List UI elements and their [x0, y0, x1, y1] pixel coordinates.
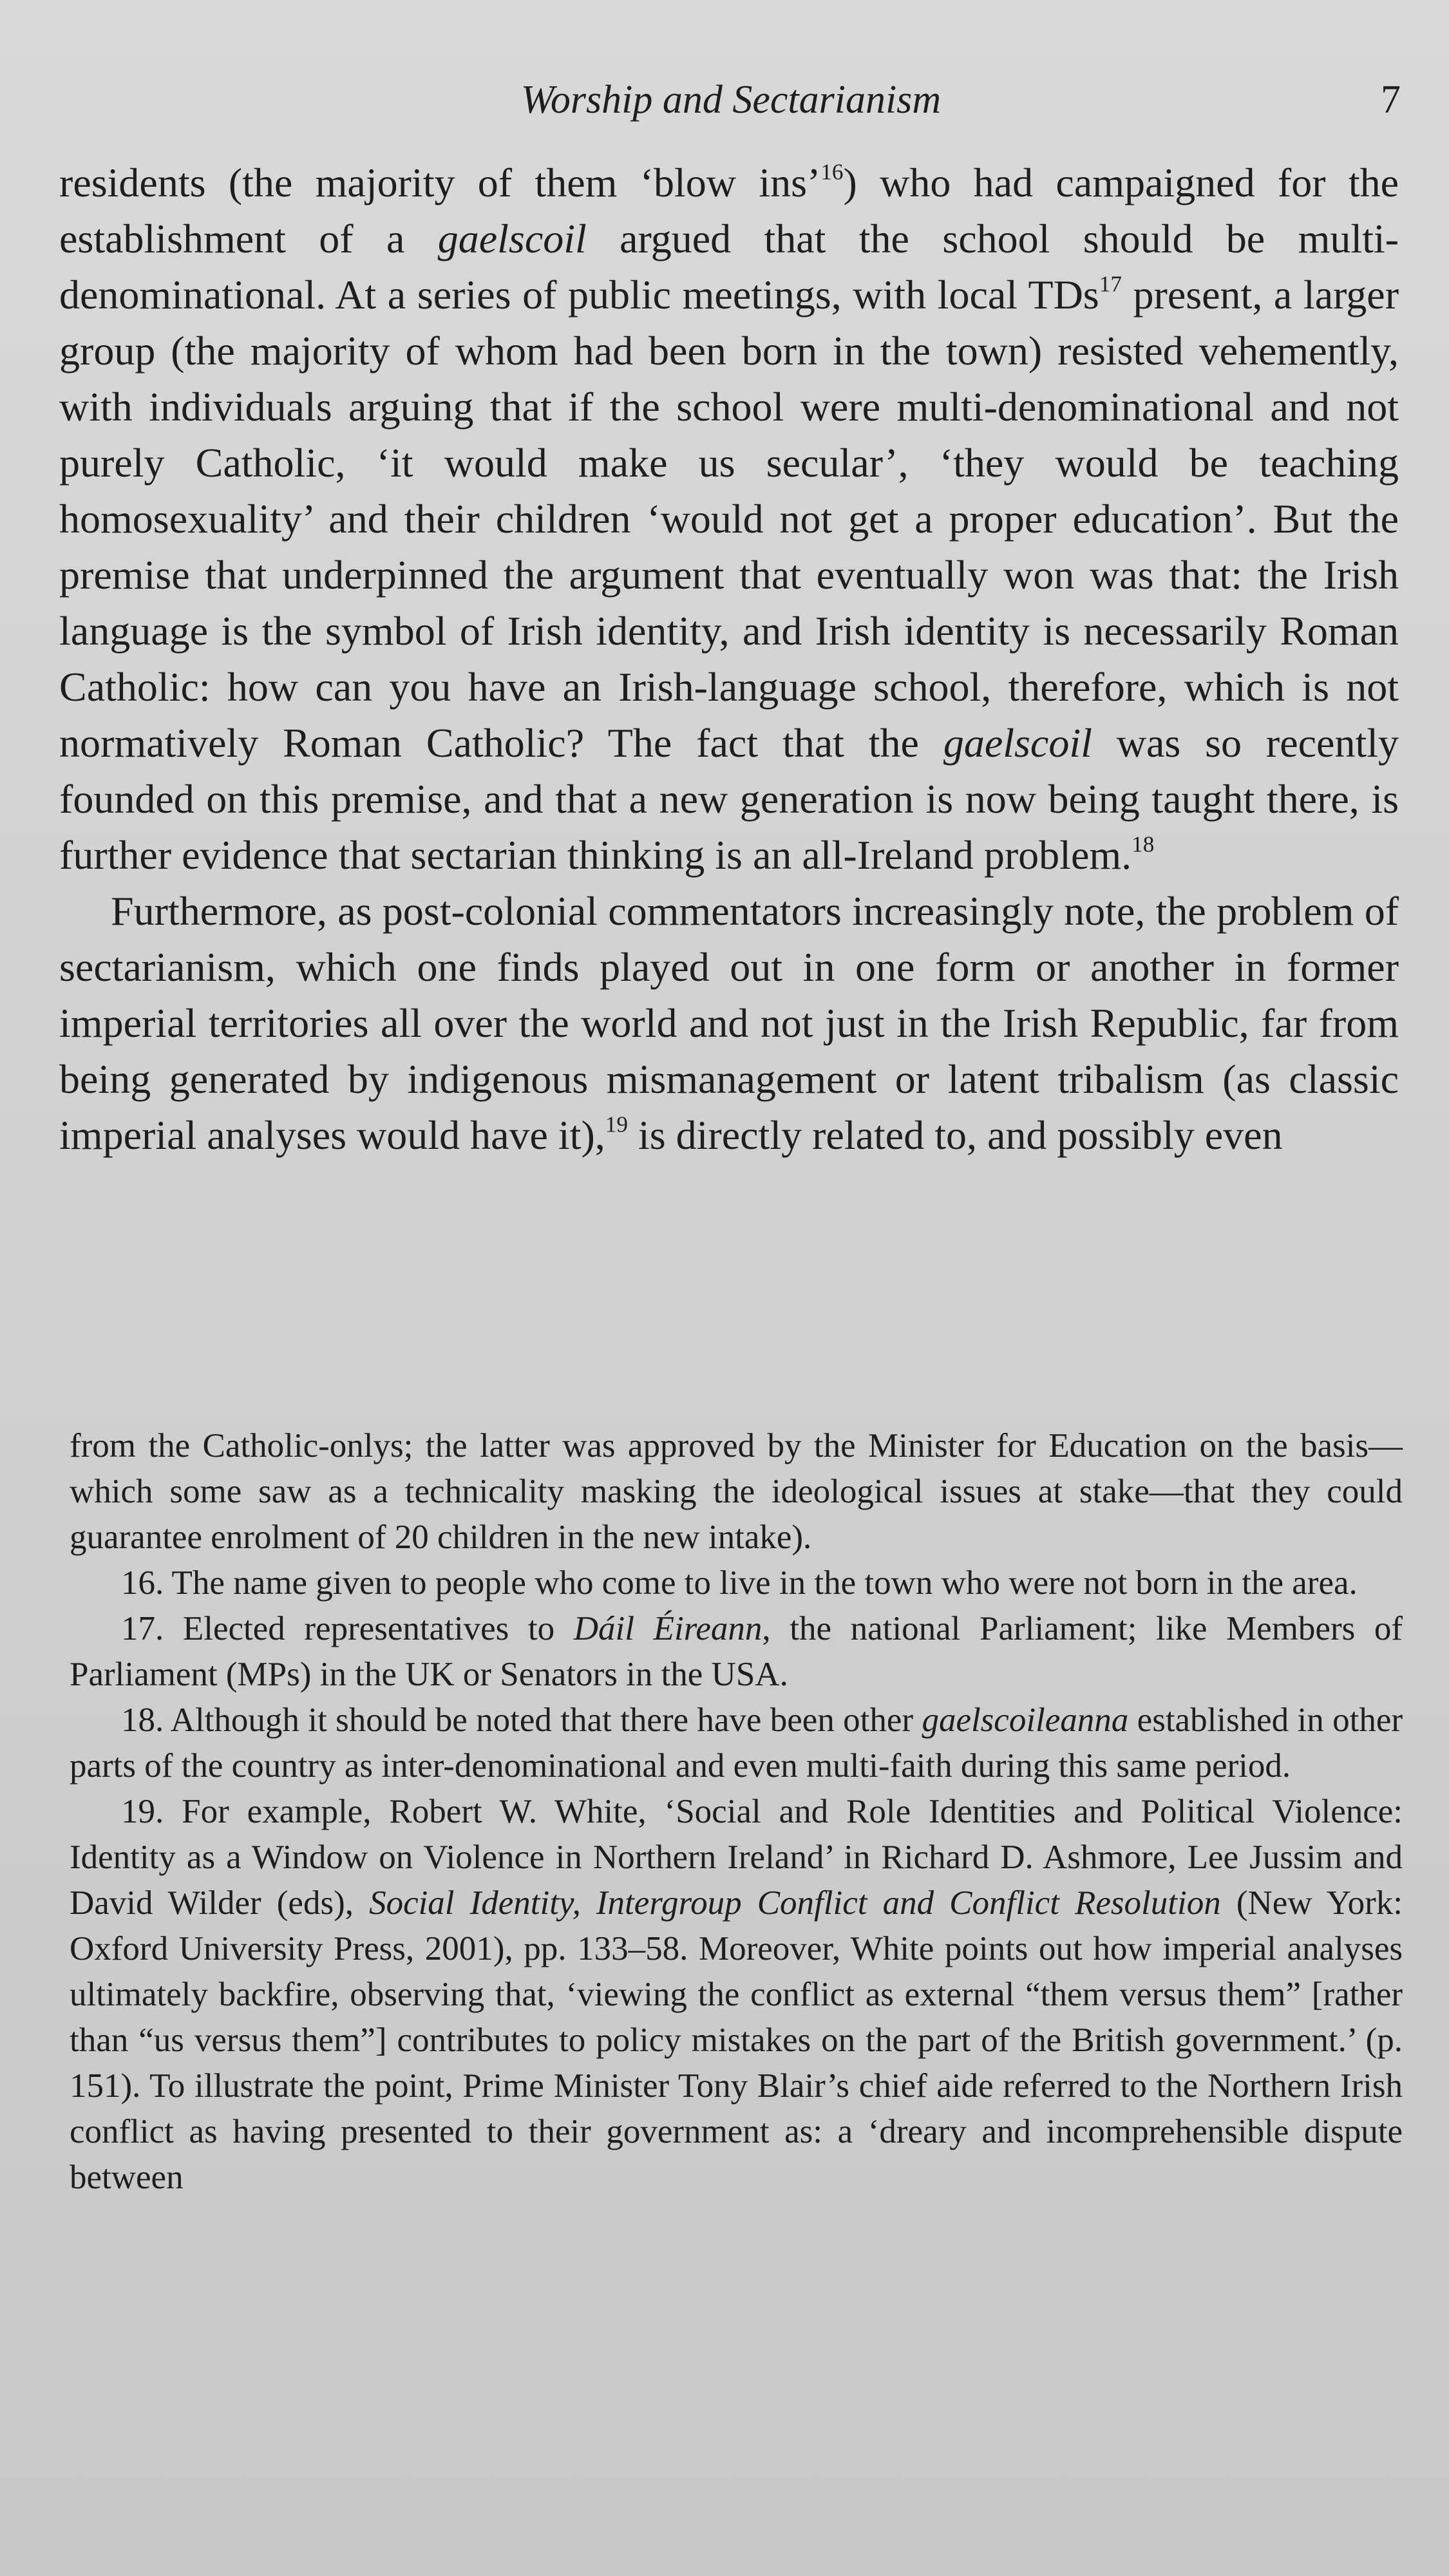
footnotes: [70, 1423, 1403, 2201]
text-run: , the national Parliament; like Members of Parliament (MPs) in the UK or Senators in the USA.: [70, 1610, 1403, 1693]
text-run: 18. Although it should be noted that there have been other: [121, 1701, 922, 1739]
text-run: present, a larger group (the majority of whom had been born in the town) resisted vehemently, with individuals arguing that if the school were multi-denominational and not purely Catholic, ‘it would make us secular’, ‘they would be teaching homosexuality’ and their children ‘would not get a proper education’. But the premise that underpinned the argument that eventually won was that: the Irish language is the symbol of Irish identity, and Irish identity is necessarily Roman Catholic: how can you have an Irish-language school, therefore, which is not normatively Roman Catholic? The fact that the: [59, 272, 1399, 766]
italic-term: gaelscoileanna: [922, 1701, 1129, 1739]
running-title: Worship and Sectarianism: [520, 78, 942, 122]
text-run: established in other parts of the country as inter-denominational and even multi-faith during this same period.: [70, 1701, 1403, 1785]
footnote-continuation: from the Catholic-onlys; the latter was approved by the Minister for Education on the basis—which some saw as a technicality masking the ideological issues at stake—that they could guarantee enrolment of 20 children in the new intake).: [70, 1427, 1403, 1556]
italic-title: Social Identity, Intergroup Conflict and Conflict Resolution: [369, 1884, 1221, 1922]
text-run: was so recently founded on this premise, and that a new generation is now being taught there, is further evidence that sectarian thinking is an all-Ireland problem.: [59, 720, 1399, 878]
text-run: residents (the majority of them ‘blow ins’: [59, 160, 821, 205]
text-run: 17. Elected representatives to: [121, 1610, 574, 1647]
footnote-19: [70, 1789, 1403, 2201]
body-text: [59, 155, 1399, 1163]
italic-term: gaelscoil: [437, 216, 587, 261]
footnote-16: 16. The name given to people who come to live in the town who were not born in the area.: [121, 1564, 1358, 1602]
text-run: argued that the school should be multi-denominational. At a series of public meetings, with local TDs: [59, 216, 1399, 317]
text-run: Furthermore, as post-colonial commentators increasingly note, the problem of sectarianism, which one finds played out in one form or another in former imperial territories all over the world and not just in the Irish Republic, far from being generated by indigenous mismanagement or latent tribalism (as classic imperial analyses would have it),: [59, 888, 1399, 1158]
paragraph-1: [59, 155, 1399, 883]
italic-term: gaelscoil: [943, 720, 1092, 766]
footnote-17: [70, 1606, 1403, 1698]
running-head: [61, 71, 1401, 129]
paragraph-2: [59, 883, 1399, 1163]
footnote-ref-18: 18: [1132, 831, 1155, 857]
text-run: ) who had campaigned for the establishment of a: [59, 160, 1399, 261]
footnote-ref-19: 19: [605, 1112, 628, 1137]
page-number: 7: [1381, 78, 1401, 122]
footnote-ref-17: 17: [1099, 271, 1122, 297]
footnote-ref-16: 16: [820, 159, 844, 185]
text-run: 19. For example, Robert W. White, ‘Social and Role Identities and Political Violence: Identity as a Window on Violence in Northern Ireland’ in Richard D. Ashmore, Lee Jussim and David Wilder (eds),: [70, 1793, 1403, 1922]
text-run: (New York: Oxford University Press, 2001), pp. 133–58. Moreover, White points out how imperial analyses ultimately backfire, observing that, ‘viewing the conflict as external “them versus them” [rather than “us versus them”] contributes to policy mistakes on the part of the British government.’ (p. 151). To illustrate the point, Prime Minister Tony Blair’s chief aide referred to the Northern Irish conflict as having presented to their government as: a ‘dreary and incomprehensible dispute between: [70, 1884, 1403, 2196]
text-run: is directly related to, and possibly even: [627, 1112, 1283, 1158]
italic-term: Dáil Éireann: [573, 1610, 762, 1647]
footnote-18: [70, 1698, 1403, 1789]
